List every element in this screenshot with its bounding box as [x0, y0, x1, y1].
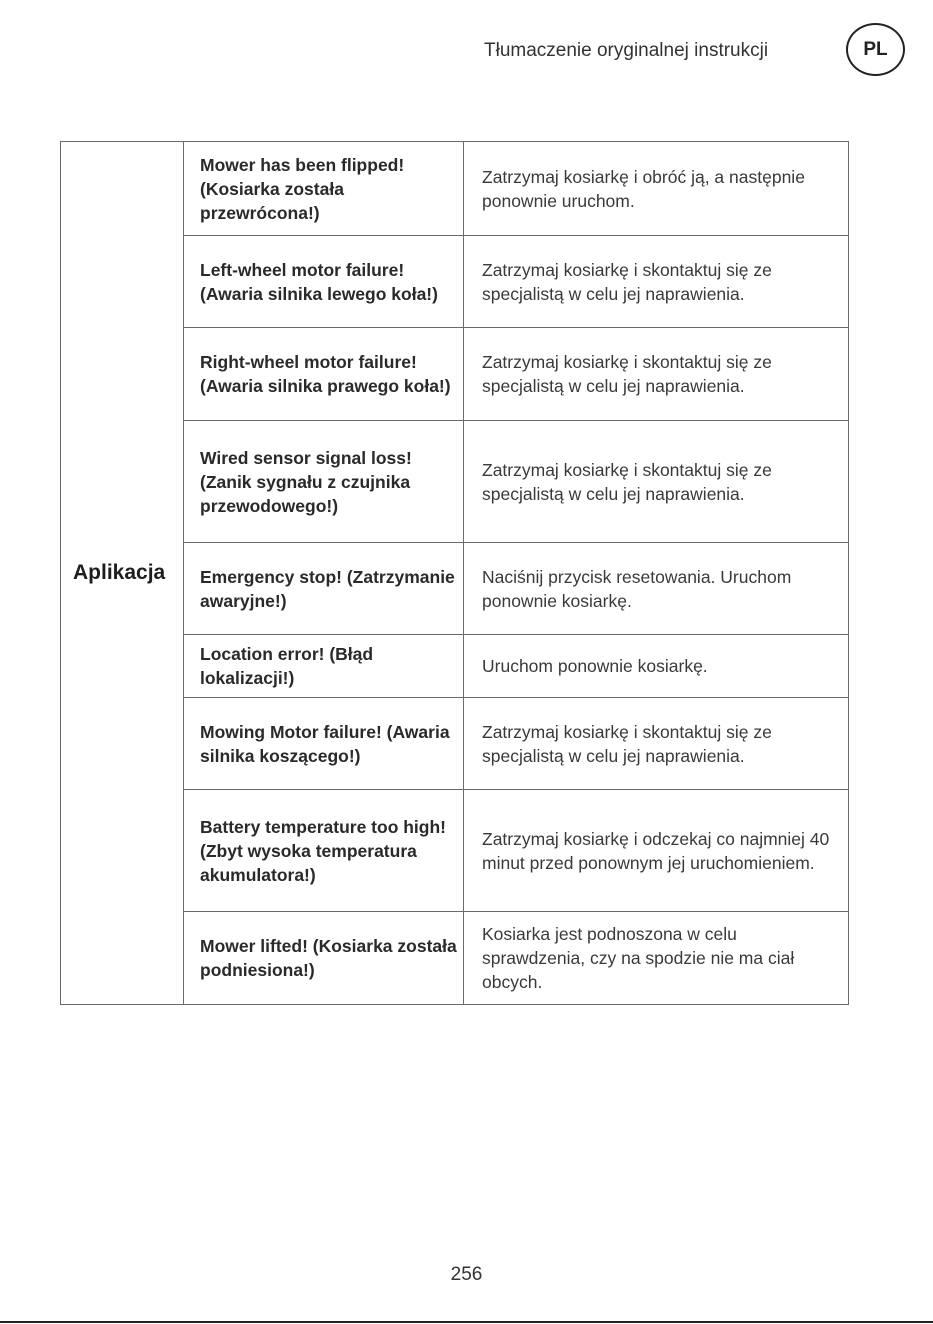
action-cell: Zatrzymaj kosiarkę i skontaktuj się ze specjalistą w celu jej naprawienia.: [464, 698, 849, 790]
error-message-cell: Mower lifted! (Kosiarka została podniesiona!): [184, 912, 464, 1005]
error-message-cell: Mowing Motor failure! (Awaria silnika koszącego!): [184, 698, 464, 790]
error-message-cell: Location error! (Błąd lokalizacji!): [184, 635, 464, 698]
action-cell: Zatrzymaj kosiarkę i skontaktuj się ze specjalistą w celu jej naprawienia.: [464, 421, 849, 543]
action-cell: Zatrzymaj kosiarkę i obróć ją, a następnie ponownie uruchom.: [464, 142, 849, 236]
page-number: 256: [450, 1264, 483, 1285]
document-header-title: Tłumaczenie oryginalnej instrukcji: [484, 40, 769, 61]
category-cell: Aplikacja: [61, 142, 184, 1005]
action-cell: Uruchom ponownie kosiarkę.: [464, 635, 849, 698]
language-badge: PL: [846, 23, 905, 76]
table-row: [61, 142, 849, 236]
error-message-cell: Mower has been flipped! (Kosiarka została przewrócona!): [184, 142, 464, 236]
error-message-cell: Right-wheel motor failure! (Awaria silnika prawego koła!): [184, 328, 464, 421]
bottom-rule: [0, 1321, 933, 1323]
error-message-cell: Battery temperature too high! (Zbyt wysoka temperatura akumulatora!): [184, 790, 464, 912]
action-cell: Zatrzymaj kosiarkę i skontaktuj się ze specjalistą w celu jej naprawienia.: [464, 328, 849, 421]
error-message-cell: Emergency stop! (Zatrzymanie awaryjne!): [184, 543, 464, 635]
action-cell: Kosiarka jest podnoszona w celu sprawdzenia, czy na spodzie nie ma ciał obcych.: [464, 912, 849, 1005]
error-table: [60, 141, 849, 1005]
action-cell: Naciśnij przycisk resetowania. Uruchom ponownie kosiarkę.: [464, 543, 849, 635]
action-cell: Zatrzymaj kosiarkę i skontaktuj się ze specjalistą w celu jej naprawienia.: [464, 236, 849, 328]
error-message-cell: Wired sensor signal loss! (Zanik sygnału z czujnika przewodowego!): [184, 421, 464, 543]
action-cell: Zatrzymaj kosiarkę i odczekaj co najmniej 40 minut przed ponownym jej uruchomieniem.: [464, 790, 849, 912]
error-message-cell: Left-wheel motor failure! (Awaria silnika lewego koła!): [184, 236, 464, 328]
